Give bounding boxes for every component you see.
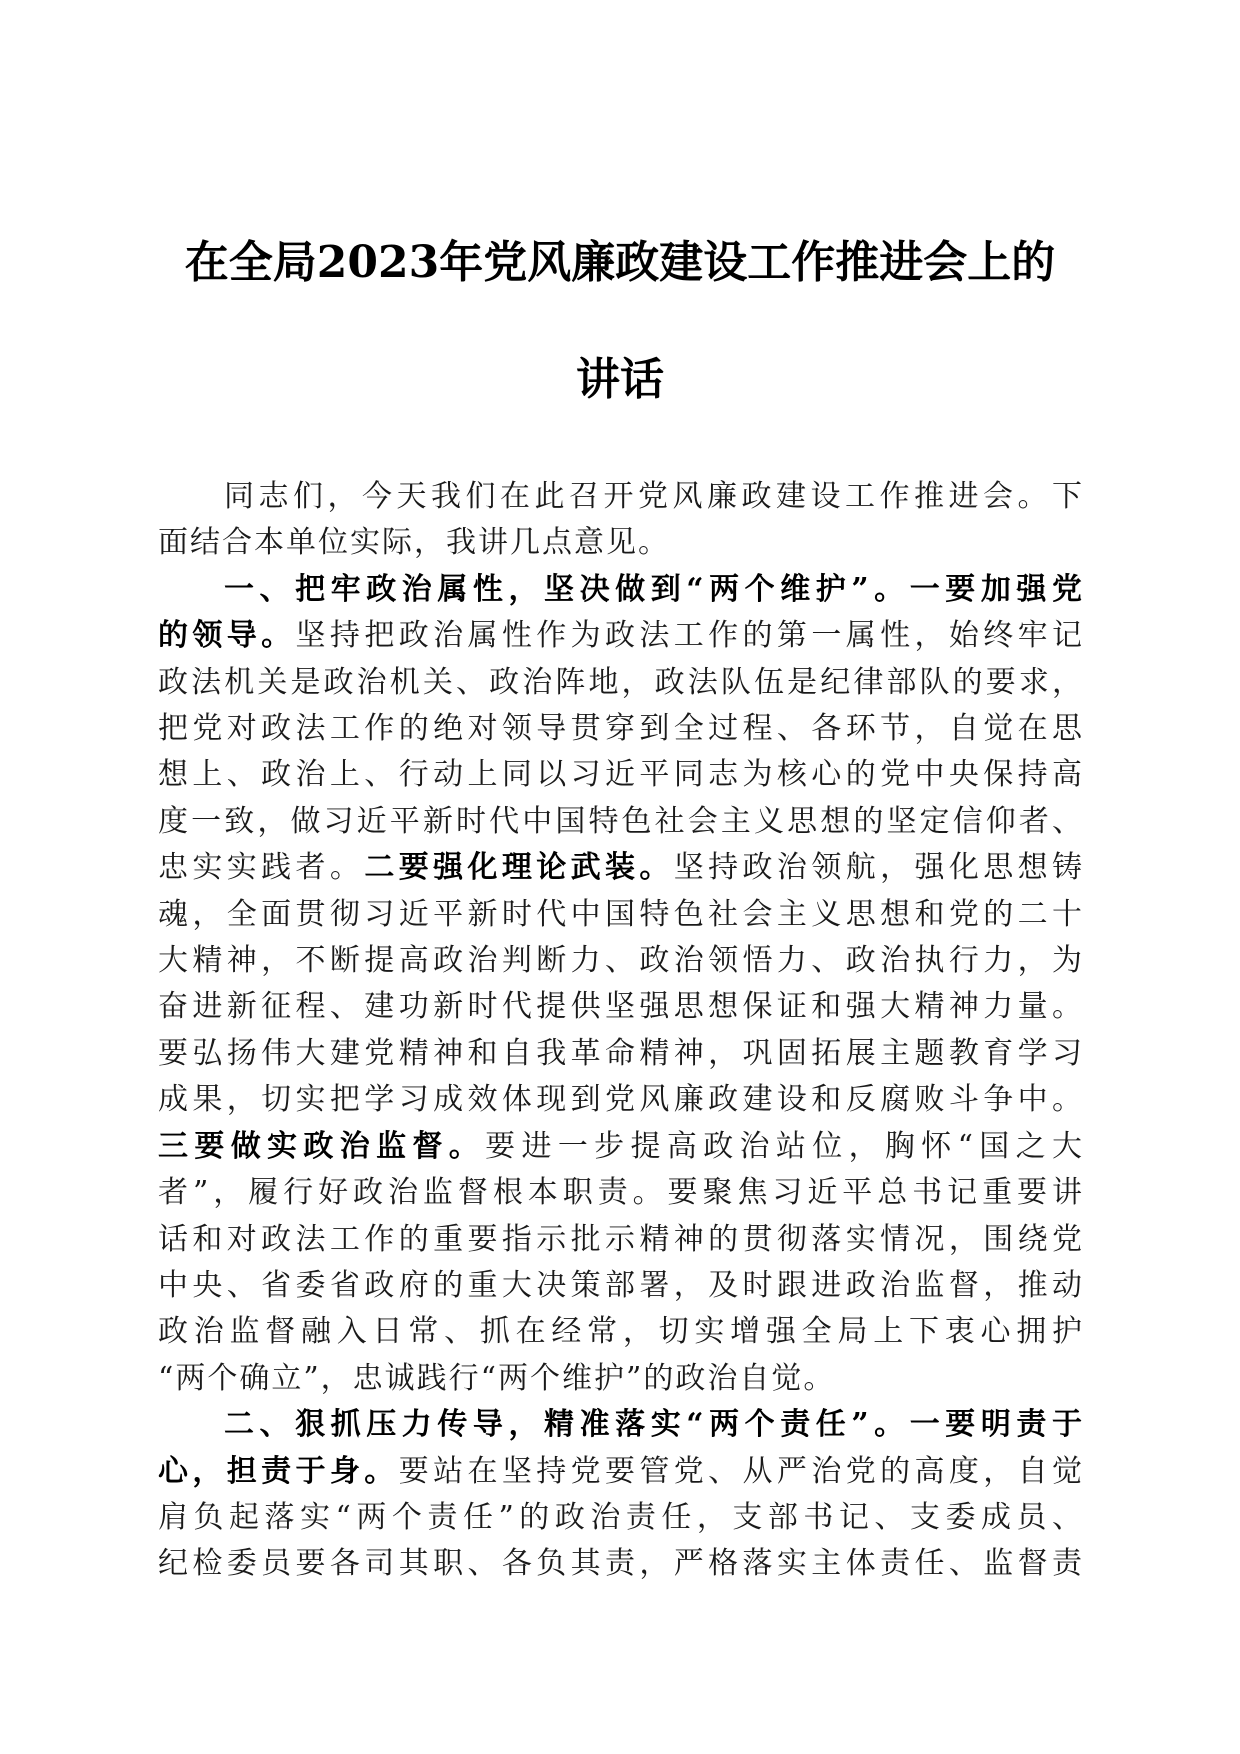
body-text: 魂，全面贯彻习近平新时代中国特色社会主义思想和党的二十 [158, 896, 1084, 932]
body-text: 中央、省委省政府的重大决策部署，及时跟进政治监督，推动 [158, 1267, 1084, 1303]
document-body [158, 474, 1084, 1588]
text-line [158, 1263, 1084, 1309]
text-line [158, 892, 1084, 938]
body-text: 纪检委员要各司其职、各负其责，严格落实主体责任、监督责 [158, 1546, 1084, 1582]
text-line [158, 1124, 1084, 1170]
text-line [158, 1031, 1084, 1077]
text-line [158, 706, 1084, 752]
body-text: 同志们，今天我们在此召开党风廉政建设工作推进会。下 [224, 479, 1084, 514]
body-text: 面结合本单位实际，我讲几点意见。 [158, 525, 670, 561]
text-line [158, 1217, 1084, 1263]
text-line [158, 1356, 1084, 1402]
body-text: 忠实实践者。 [158, 850, 365, 886]
body-text: 想上、政治上、行动上同以习近平同志为核心的党中央保持高 [158, 757, 1084, 793]
text-line [158, 660, 1084, 706]
bold-heading-text: 二、狠抓压力传导，精准落实“两个责任”。一要明责于 [224, 1407, 1084, 1443]
paragraph [158, 567, 1084, 1402]
body-text: 要进一步提高政治站位，胸怀“国之大 [485, 1128, 1085, 1164]
text-line [158, 613, 1084, 659]
bold-heading-text: 三要做实政治监督。 [158, 1128, 486, 1164]
body-text: 把党对政法工作的绝对领导贯穿到全过程、各环节，自觉在思 [158, 711, 1084, 747]
text-line [158, 1077, 1084, 1123]
text-line [158, 938, 1084, 984]
text-line [158, 752, 1084, 798]
paragraph [158, 474, 1084, 567]
text-line [158, 1309, 1084, 1355]
text-line [158, 567, 1084, 613]
bold-heading-text: 的领导。 [158, 618, 296, 654]
body-text: 者”，履行好政治监督根本职责。要聚焦习近平总书记重要讲 [158, 1175, 1084, 1211]
text-line [158, 845, 1084, 891]
title-line: 在全局2023年党风廉政建设工作推进会上的 [184, 237, 1056, 288]
body-text: 政法机关是政治机关、政治阵地，政法队伍是纪律部队的要求， [158, 664, 1084, 700]
body-text: 大精神，不断提高政治判断力、政治领悟力、政治执行力，为 [158, 943, 1084, 979]
body-text: 要弘扬伟大建党精神和自我革命精神，巩固拓展主题教育学习 [158, 1035, 1084, 1071]
document-title [140, 204, 1100, 438]
text-line [158, 984, 1084, 1030]
bold-heading-text: 心，担责于身。 [158, 1453, 399, 1489]
paragraph [158, 1402, 1084, 1588]
text-line [158, 1170, 1084, 1216]
body-text: 奋进新征程、建功新时代提供坚强思想保证和强大精神力量。 [158, 989, 1084, 1025]
text-line [158, 1495, 1084, 1541]
body-text: 坚持政治领航，强化思想铸 [673, 850, 1085, 886]
text-line [158, 799, 1084, 845]
body-text: 肩负起落实“两个责任”的政治责任，支部书记、支委成员、 [158, 1499, 1084, 1535]
body-text: “两个确立”，忠诚践行“两个维护”的政治自觉。 [158, 1360, 836, 1396]
body-text: 政治监督融入日常、抓在经常，切实增强全局上下衷心拥护 [158, 1314, 1084, 1350]
text-line [158, 1449, 1084, 1495]
title-line: 讲话 [576, 354, 664, 405]
bold-heading-text: 一、把牢政治属性，坚决做到“两个维护”。一要加强党 [224, 571, 1084, 607]
text-line [158, 1402, 1084, 1448]
text-line [158, 520, 1084, 566]
body-text: 坚持把政治属性作为政法工作的第一属性，始终牢记 [295, 618, 1085, 654]
text-line [158, 474, 1084, 520]
bold-heading-text: 二要强化理论武装。 [364, 850, 674, 886]
body-text: 要站在坚持党要管党、从严治党的高度，自觉 [398, 1453, 1085, 1489]
body-text: 话和对政法工作的重要指示批示精神的贯彻落实情况，围绕党 [158, 1221, 1084, 1257]
body-text: 度一致，做习近平新时代中国特色社会主义思想的坚定信仰者、 [158, 803, 1084, 839]
text-line [158, 1541, 1084, 1587]
body-text: 成果，切实把学习成效体现到党风廉政建设和反腐败斗争中。 [158, 1082, 1084, 1118]
